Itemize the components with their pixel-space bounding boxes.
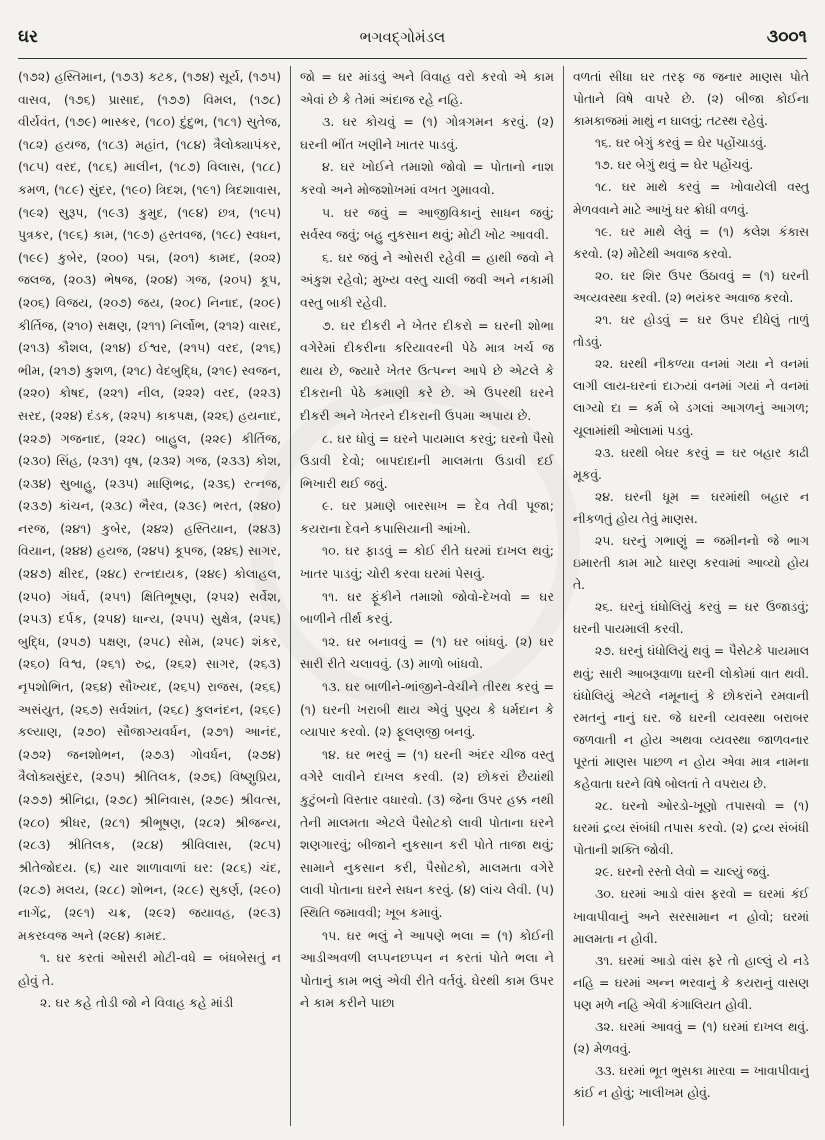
entry-paragraph: ૩. ઘર કોચવું = (૧) ગોત્રગમન કરવું. (૨) ઘરની ભીંત ખણીને ખાતર પાડવું. xyxy=(300,114,554,152)
entry-paragraph: ૮. ઘર ધોવું = ઘરને પાયમાલ કરવું; ઘરનો પૈસો ઉડાવી દેવો; બાપદાદાની માલમતા ઉડાવી દઈ ભિખારી થઈ જવું. xyxy=(300,430,554,491)
entry-paragraph: ૩૧. ઘરમાં આડો વાંસ ફરે તો હાલ્લું યે નડે નહિ = ઘરમાં અન્ન ભરવાનું કે કયરાનું વાસણ પણ મળે નહિ એવી કંગાલિયત હોવી. xyxy=(573,953,809,1012)
entry-paragraph: ૩૦. ઘરમાં આડો વાંસ ફરવો = ઘરમાં કંઈ ખાવાપીવાનું અને સરસામાન ન હોવો; ઘરમાં માલમતા ન હોવી. xyxy=(573,887,809,946)
column-3 xyxy=(573,66,809,1126)
entry-paragraph: ૯. ઘર પ્રમાણે બારસાખ = દેવ તેવી પૂજા; કયરાના દેવને કપાસિયાની આંખો. xyxy=(300,498,554,536)
entry-paragraph: ૨૨. ઘરથી નીકળ્યા વનમાં ગયા ને વનમાં લાગી લાય-ઘરનાં દાઝ્યાં વનમાં ગયાં ને વનમાં લાગ્યો દા = કર્મ બે ડગલાં આગળનું આગળ; ચૂલામાંથી ઓલામાં પડવું. xyxy=(573,357,809,438)
entry-paragraph: ૨૯. ઘરનો રસ્તો લેવો = ચાલ્યું જવું. xyxy=(595,865,771,880)
entry-paragraph: ૨૦. ઘર શિર ઉપર ઉઠાવવું = (૧) ઘરની અવ્યવસ્થા કરવી. (૨) ભયંકર અવાજ કરવો. xyxy=(573,268,809,305)
entry-paragraph: ૧૩. ઘર બાળીને-ભાંજીને-વેચીને તીરથ કરવું = (૧) ઘરની ખરાબી થાય એવું પુણ્ય કે ધર્મદાન કે વ્યાપાર કરવો. (૨) ફૂલણજી બનવું. xyxy=(300,679,554,740)
entry-paragraph: ૧૭. ઘર બેગું થવું = ઘેર પહોંચવું. xyxy=(595,158,754,173)
header-rule xyxy=(18,58,807,59)
entry-paragraph: ૧૦. ઘર ફાડવું = કોઈ રીતે ઘરમાં દાખલ થવું; ખાતર પાડવું; ચોરી કરવા ઘરમાં પેસવું. xyxy=(300,543,554,582)
entry-paragraph: ૧૫. ઘર ભલું ને આપણે ભલા = (૧) કોઈની આડીઅવળી લપ્પનછપ્પન ન કરતાં પોતે ભલા ને પોતાનું કામ ભલું એવી રીતે વર્તવું. ઘેરથી કામ ઉપર ને કામ કરીને પાછા xyxy=(300,927,554,1011)
entry-paragraph: ૪. ઘર ખોઈને તમાશો જોવો = પોતાનો નાશ કરવો અને મોજશોખમાં વખત ગુમાવવો. xyxy=(300,159,554,197)
entry-paragraph: ૨૫. ઘરનું ગભાણું = જમીનનો જે ભાગ ઇમારતી કામ માટે ધારણ કરવામાં આવ્યો હોય તે. xyxy=(573,533,809,593)
page-header xyxy=(18,22,807,52)
entry-paragraph: જો = ઘર માંડવું અને વિવાહ વરો કરવો એ કામ એવાં છે કે તેમાં અંદાજ રહે નહિ. xyxy=(300,69,554,107)
header-headword: ઘર xyxy=(18,27,38,47)
entry-paragraph: ૧૯. ઘર માથે લેવું = (૧) કલેશ કંકાસ કરવો. (૨) મોટેથી અવાજ કરવો. xyxy=(573,224,809,261)
entry-paragraph: ૩૨. ઘરમાં આવવું = (૧) ઘરમાં દાખલ થવું. (૨) મેળવવું. xyxy=(573,1020,809,1057)
entry-paragraph: ૧૪. ઘર ભરવું = (૧) ઘરની અંદર ચીજ વસ્તુ વગેરે લાવીને દાખલ કરવી. (૨) છોકરાં છૈયાંથી કુટુંબનો વિસ્તાર વધારવો. (૩) જેના ઉપર હક્ક નથી તેની માલમતા એટલે પૈસોટકો લાવી પોતાના ઘરને શણગારવું; બીજાને નુકસાન કરી પોતે તાજા થવું; સામાને નુકસાન કરી, પૈસોટકો, માલમતા વગેરે લાવી પોતાના ઘરને સધન કરવું. (૪) લાંચ લેવી. (૫) સ્થિતિ જમાવવી; ખૂબ કમાવું. xyxy=(300,746,554,920)
entry-paragraph: ૧૧. ઘર ફૂંકીને તમાશો જોવો-દેખવો = ઘર બાળીને તીર્થ કરવું. xyxy=(300,588,554,627)
entry-paragraph: ૧૮. ઘર માથે કરવું = ખોવાયેલી વસ્તુ મેળવવાને માટે આખું ઘર ક્રોધી વળવું. xyxy=(573,180,809,217)
entry-paragraph: (૧૭૨) હસ્તિમાન, (૧૭૩) કટક, (૧૭૪) સૂર્ય, (૧૭૫) વાસવ, (૧૭૬) પ્રાસાદ, (૧૭૭) વિમલ, (૧૭૮) વીર્યવંત, (૧૭૯) ભાસ્કર, (૧૮૦) દુંદુભ, (૧૮૧) સુતેજ, (૧૮૨) હયજ, (૧૮૩) મહાંત, (૧૮૪) ત્રૈલોક્યાપંકર, (૧૮૫) વરદ, (૧૮૬) માલીન, (૧૮૭) વિલાસ, (૧૮૮) કમળ, (૧૮૯) સુંદર, (૧૯૦) ત્રિદશ, (૧૯૧) ત્રિદશાવાસ, (૧૯૨) સુરૂપ, (૧૯૩) કુમુદ, (૧૯૪) છત્ર, (૧૯૫) પુત્રકર, (૧૯૬) કામ, (૧૯૭) હસ્તવજ, (૧૯૮) સ્વધન, (૧૯૯) કુબેર, (૨૦૦) પદ્મ, (૨૦૧) કામદ, (૨૦૨) જલજ, (૨૦૩) ભેષજ, (૨૦૪) ગજ, (૨૦૫) કૂપ, (૨૦૬) વિજય, (૨૦૭) જય, (૨૦૮) નિનાદ, (૨૦૯) કીર્તિજ, (૨૧૦) સક્ષણ, (૨૧૧) નિર્લોભ, (૨૧૨) વાસદ, (૨૧૩) કૌશલ, (૨૧૪) ઈશ્વર, (૨૧૫) વરદ, (૨૧૬) ભીમ, (૨૧૭) કુશળ, (૨૧૮) વેદબુદ્ધિ, (૨૧૯) સ્વજન, (૨૨૦) કોષદ, (૨૨૧) નીલ, (૨૨૨) વરદ, (૨૨૩) સરદ, (૨૨૪) દંડક, (૨૨૫) કાકપક્ષ, (૨૨૬) હયનાદ, (૨૨૭) ગજનાદ, (૨૨૮) બાહુલ, (૨૨૯) કીર્તિજ, (૨૩૦) સિંહ, (૨૩૧) વૃષ, (૨૩૨) ગજ, (૨૩૩) કોશ, (૨૩૪) સુબાહુ, (૨૩૫) માણિભદ્ર, (૨૩૬) રત્નજ, (૨૩૭) કાંચન, (૨૩૮) ભૈરવ, (૨૩૯) ભરત, (૨૪૦) નરજ, (૨૪૧) કુબેર, (૨૪૨) હસ્તિયાન, (૨૪૩) વિયાન, (૨૪૪) હયજ, (૨૪૫) કૂપજ, (૨૪૬) સાગર, (૨૪૭) ક્ષીરદ, (૨૪૮) રત્નદાયક, (૨૪૯) કોલાહલ, (૨૫૦) ગંધર્વ, (૨૫૧) ક્ષિતિભૂષણ, (૨૫૨) સર્વેશ, (૨૫૩) દર્પક, (૨૫૪) ધાન્ય, (૨૫૫) સુક્ષેત્ર, (૨૫૬) બુદ્ધિ, (૨૫૭) પક્ષણ, (૨૫૮) સોમ, (૨૫૯) શંકર, (૨૬૦) વિશ્વ, (૨૬૧) રુદ્ર, (૨૬૨) સાગર, (૨૬૩) નૃપશોભિત, (૨૬૪) સૌખ્યદ, (૨૬૫) રાજસ, (૨૬૬) અસંયુત, (૨૬૭) સર્વશાંત, (૨૬૮) કુલનંદન, (૨૬૯) કલ્યાણ, (૨૭૦) સૌજાગ્યવર્ધન, (૨૭૧) આનંદ, (૨૭૨) જનશોભન, (૨૭૩) ગોવર્ધન, (૨૭૪) ત્રૈલોક્યસુંદર, (૨૭૫) શ્રીતિલક, (૨૭૬) વિષ્ણુપ્રિય, (૨૭૭) શ્રીનિદ્રા, (૨૭૮) શ્રીનિવાસ, (૨૭૯) શ્રીવત્સ, (૨૮૦) શ્રીધર, (૨૮૧) શ્રીભૂષણ, (૨૮૨) શ્રીજન્ય, (૨૮૩) શ્રીતિલક, (૨૮૪) શ્રીવિલાસ, (૨૮૫) શ્રીતેજોદય. (૬) ચાર શાળાવાળાં ઘર: (૨૮૬) ચંદ, (૨૮૭) મલય, (૨૮૮) શોભન, (૨૮૯) સુકર્ણ, (૨૯૦) નાગેંદ્ર, (૨૯૧) ચક્ર, (૨૯૨) જયાવહ, (૨૯૩) મકરધ્વજ અને (૨૯૪) કામદ. xyxy=(18,69,281,943)
entry-paragraph: ૬. ઘર જવું ને ઓસરી રહેવી = હાથી જવો ને અંકુશ રહેવો; મુખ્ય વસ્તુ ચાલી જવી અને નકામી વસ્તુ બાકી રહેવી. xyxy=(300,249,554,310)
column-2 xyxy=(300,66,554,1126)
entry-paragraph: ૨. ઘર કહે તોડી જો ને વિવાહ કહે માંડી xyxy=(40,995,234,1011)
column-1 xyxy=(18,66,281,1126)
header-title: ભગવદ્ગોમંડલ xyxy=(359,28,446,46)
entry-paragraph: ૨૪. ઘરની ધૂમ = ઘરમાંથી બહાર ન નીકળતું હોય તેવું માણસ. xyxy=(573,489,809,526)
entry-paragraph: ૫. ઘર જવું = આજીવિકાનું સાધન જવું; સર્વસ્વ જવું; બહુ નુકસાન થવું; મોટી ખોટ આવવી. xyxy=(300,204,554,243)
entry-paragraph: ૧. ઘર કરતાં ઓસરી મોટી-વધે = બંધબેસતું ન હોવું તે. xyxy=(18,950,281,988)
entry-paragraph: ૭. ઘર દીકરી ને ખેતર દીકરો = ઘરની શોભા વગેરેમાં દીકરીના કરિયાવરની પેઠે માત્ર ખર્ચ જ થાય છે, જ્યારે ખેતર ઉત્પન્ન આપે છે એટલે કે દીકરાની પેઠે કમાણી કરે છે. એ ઉપરથી ઘરને દીકરી અને ખેતરને દીકરાની ઉપમા અપાય છે. xyxy=(300,317,554,423)
entry-paragraph: ૩૩. ઘરમાં ભૂત ભુસકા મારવા = ખાવાપીવાનું કાંઈ ન હોવું; ખાલીખમ હોવું. xyxy=(573,1064,809,1101)
entry-paragraph: ૨૬. ઘરનું ઘંધોલિયું કરવું = ઘર ઉજાડવું; ઘરની પાયમાલી કરવી. xyxy=(573,600,809,637)
entry-paragraph: વળતાં સીધા ઘર તરફ જ જનાર માણસ પોતે પોતાને વિષે વાપરે છે. (૨) બીજા કોઈના કામકાજમાં માથું ન ઘાલવું; તટસ્થ રહેવું. xyxy=(573,70,809,129)
column-divider xyxy=(563,66,564,1126)
entry-paragraph: ૨૩. ઘરથી બેઘર કરવું = ઘર બહાર કાઢી મૂકવું. xyxy=(573,445,809,482)
page-number: ૩૦૦૧ xyxy=(766,27,807,47)
column-divider xyxy=(290,66,291,1126)
entry-paragraph: ૨૮. ઘરનો ઓરડો-ખૂણો તપાસવો = (૧) ઘરમાં દ્રવ્ય સંબંધી તપાસ કરવો. (૨) દ્રવ્ય સંબંધી પોતાની શક્તિ જોવી. xyxy=(573,799,809,858)
entry-paragraph: ૧૨. ઘર બનાવવું = (૧) ઘર બાંધવું. (૨) ઘર સારી રીતે ચલાવવું. (૩) માળો બાંધવો. xyxy=(300,633,554,672)
entry-paragraph: ૨૭. ઘરનું ઘંધોલિયું થવું = પૈસેટકે પાયમાલ થવું; સારી આબરૂવાળા ઘરની લોકોમાં વાત થવી. ઘંધોલિયું એટલે નમૂનાનું કે છોકરાંને રમવાની રમતનું નાનું ઘર. જે ઘરની વ્યવસ્થા બરાબર જળવાતી ન હોય અથવા વ્યવસ્થા જાળવનાર પૂરતાં માણસ પાછળ ન હોય એવા માત્ર નામના કહેવાતા ઘરને વિષે બોલતાં તે વપરાય છે. xyxy=(573,644,809,791)
entry-paragraph: ૧૬. ઘર બેગું કરવું = ઘેર પહોંચાડવું. xyxy=(595,136,767,151)
entry-paragraph: ૨૧. ઘર હોડવું = ઘર ઉપર દીધેલું તાળું તોડવું. xyxy=(573,313,809,350)
